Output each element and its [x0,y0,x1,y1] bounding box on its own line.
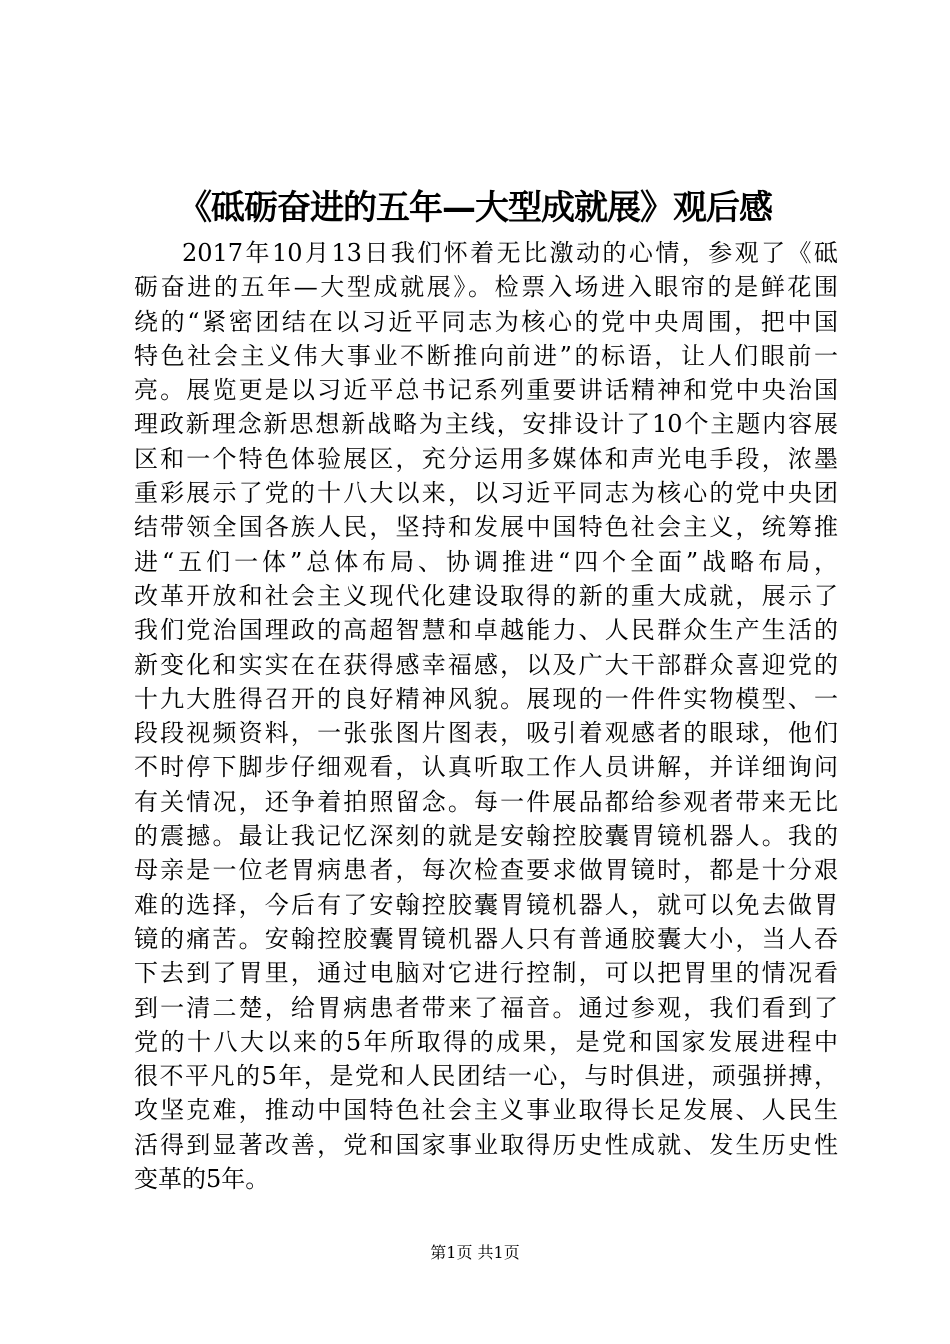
body-line: 党的十八大以来的5年所取得的成果，是党和国家发展进程中 [134,1027,838,1056]
body-line: 绕的“紧密团结在以习近平同志为核心的党中央周围，把中国 [134,307,838,336]
body-line: 我们党治国理政的高超智慧和卓越能力、人民群众生产生活的 [134,616,838,645]
body-line: 区和一个特色体验展区，充分运用多媒体和声光电手段，浓墨 [134,444,838,473]
body-line: 十九大胜得召开的良好精神风貌。展现的一件件实物模型、一 [134,684,838,713]
body-line: 的震撼。最让我记忆深刻的就是安翰控胶囊胃镜机器人。我的 [134,822,838,851]
body-line: 攻坚克难，推动中国特色社会主义事业取得长足发展、人民生 [134,1096,838,1125]
body-line: 理政新理念新思想新战略为主线，安排设计了10个主题内容展 [134,410,838,439]
body-line: 变革的5年。 [134,1165,270,1194]
body-line: 难的选择，今后有了安翰控胶囊胃镜机器人，就可以免去做胃 [134,890,838,919]
document-title: 《砥砺奋进的五年—大型成就展》观后感 [178,188,772,228]
body-line: 亮。展览更是以习近平总书记系列重要讲话精神和党中央治国 [134,376,838,405]
body-line: 有关情况，还争着拍照留念。每一件展品都给参观者带来无比 [134,787,838,816]
body-line: 活得到显著改善，党和国家事业取得历史性成就、发生历史性 [134,1130,838,1159]
body-line: 改革开放和社会主义现代化建设取得的新的重大成就，展示了 [134,581,838,610]
body-line: 结带领全国各族人民，坚持和发展中国特色社会主义，统筹推 [134,513,838,542]
body-line: 母亲是一位老胃病患者，每次检查要求做胃镜时，都是十分艰 [134,856,838,885]
body-paragraph [134,236,838,1196]
body-line: 镜的痛苦。安翰控胶囊胃镜机器人只有普通胶囊大小，当人吞 [134,924,838,953]
page-footer: 第1页 共1页 [430,1243,520,1262]
body-line: 不时停下脚步仔细观看，认真听取工作人员讲解，并详细询问 [134,753,838,782]
body-line: 段段视频资料，一张张图片图表，吸引着观感者的眼球，他们 [134,719,838,748]
body-line: 到一清二楚，给胃病患者带来了福音。通过参观，我们看到了 [134,993,838,1022]
body-line: 重彩展示了党的十八大以来，以习近平同志为核心的党中央团 [134,479,838,508]
body-line: 下去到了胃里，通过电脑对它进行控制，可以把胃里的情况看 [134,959,838,988]
body-line: 2017年10月13日我们怀着无比激动的心情，参观了《砥 [182,239,838,267]
body-line: 新变化和实实在在获得感幸福感，以及广大干部群众喜迎党的 [134,650,838,679]
body-line: 砺奋进的五年—大型成就展》。检票入场进入眼帘的是鲜花围 [134,273,838,302]
body-line: 特色社会主义伟大事业不断推向前进”的标语，让人们眼前一 [134,341,838,370]
body-line: 进“五们一体”总体布局、协调推进“四个全面”战略布局， [134,547,838,576]
body-line: 很不平凡的5年，是党和人民团结一心，与时俱进，顽强拼搏， [134,1062,838,1091]
